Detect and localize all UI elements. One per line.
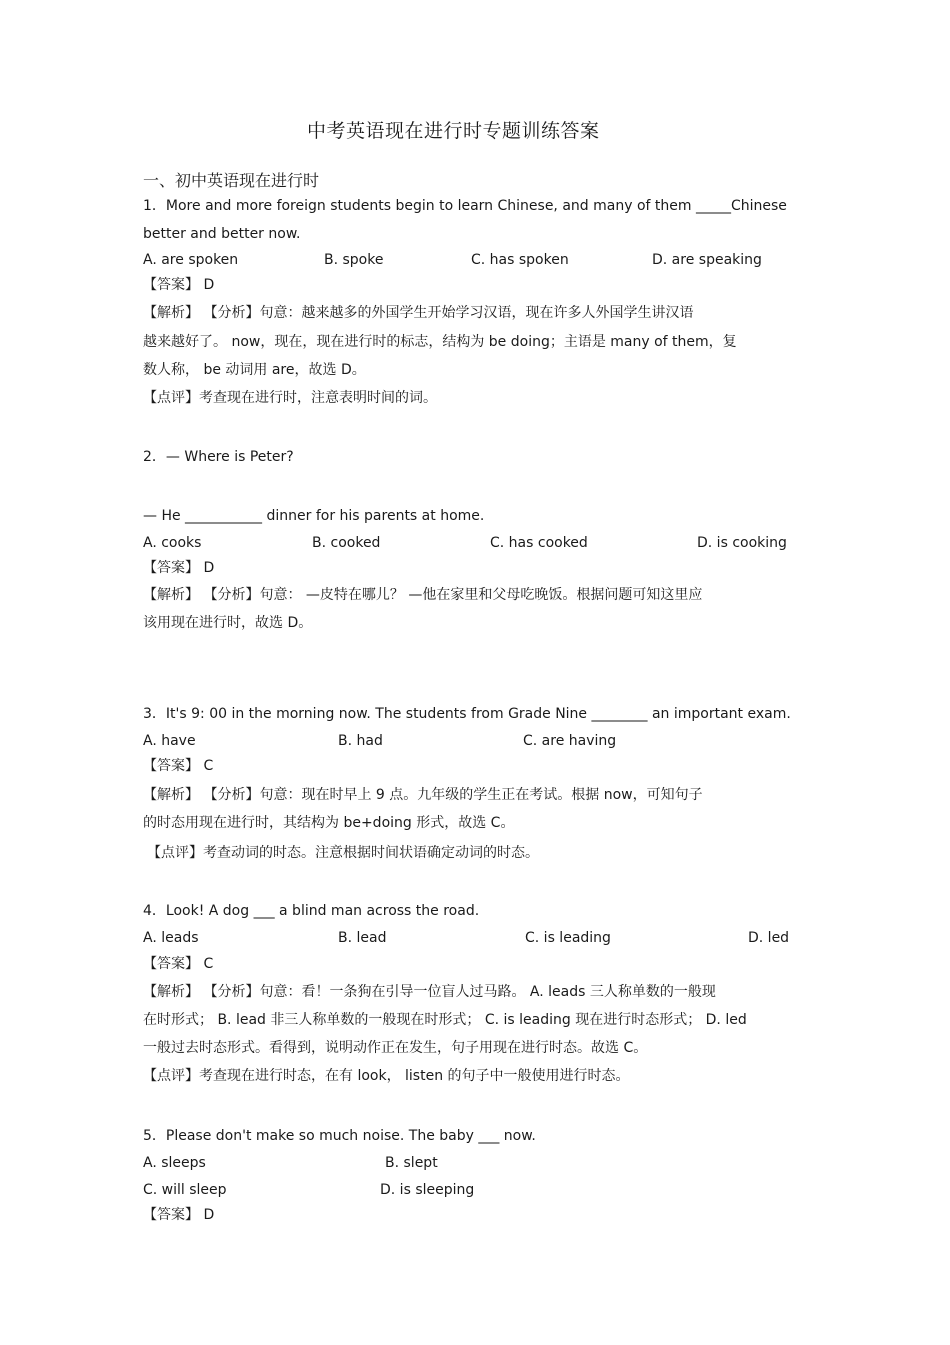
answer: 【答案】 C xyxy=(143,758,214,774)
option-c: C. has cooked xyxy=(490,535,588,551)
answer: 【答案】 D xyxy=(143,560,215,576)
section-heading: 一、初中英语现在进行时 xyxy=(143,171,320,190)
option-b: B. lead xyxy=(338,930,387,946)
comment: 【点评】考查现在进行时，注意表明时间的词。 xyxy=(143,390,437,406)
document-title: 中考英语现在进行时专题训练答案 xyxy=(307,120,600,142)
analysis-line: 【解析】 【分析】句意：越来越多的外国学生开始学习汉语，现在许多人外国学生讲汉语 xyxy=(143,305,694,321)
option-c: C. has spoken xyxy=(471,252,569,268)
analysis-line: 【解析】 【分析】句意： —皮特在哪儿？ —他在家里和父母吃晚饭。根据问题可知这里应 xyxy=(143,587,703,603)
option-a: A. leads xyxy=(143,930,199,946)
option-b: B. spoke xyxy=(324,252,384,268)
comment: 【点评】考查现在进行时态，在有 look， listen 的句子中一般使用进行时态。 xyxy=(143,1068,630,1084)
question-stem: 4．Look! A dog ___ a blind man across the road. xyxy=(143,903,480,919)
answer: 【答案】 D xyxy=(143,1207,215,1223)
option-b: B. had xyxy=(338,733,383,749)
option-a: A. sleeps xyxy=(143,1155,206,1171)
analysis-line: 一般过去时态形式。看得到，说明动作正在发生，句子用现在进行时态。故选 C。 xyxy=(143,1040,648,1056)
option-a: A. have xyxy=(143,733,196,749)
analysis-line: 【解析】 【分析】句意：现在时早上 9 点。九年级的学生正在考试。根据 now，可知句子 xyxy=(143,787,703,803)
option-b: B. cooked xyxy=(312,535,381,551)
comment: 【点评】考查动词的时态。注意根据时间状语确定动词的时态。 xyxy=(147,845,539,861)
option-d: D. led xyxy=(748,930,790,946)
analysis-line: 在时形式； B. lead 非三人称单数的一般现在时形式； C. is leading 现在进行时态形式； D. led xyxy=(143,1012,747,1028)
question-stem: 1．More and more foreign students begin to learn Chinese, and many of them _____Chinese xyxy=(143,198,787,214)
option-b: B. slept xyxy=(385,1155,438,1171)
analysis-line: 【解析】 【分析】句意：看！一条狗在引导一位盲人过马路。 A. leads 三人称单数的一般现 xyxy=(143,984,716,1000)
analysis-line: 的时态用现在进行时，其结构为 be+doing 形式，故选 C。 xyxy=(143,815,515,831)
option-c: C. are having xyxy=(523,733,617,749)
answer: 【答案】 D xyxy=(143,277,215,293)
option-c: C. will sleep xyxy=(143,1182,227,1198)
question-stem: 2．— Where is Peter? xyxy=(143,449,294,465)
option-d: D. is sleeping xyxy=(380,1182,475,1198)
option-a: A. cooks xyxy=(143,535,202,551)
option-c: C. is leading xyxy=(525,930,611,946)
question-stem: 3．It's 9: 00 in the morning now. The students from Grade Nine ________ an important exam. xyxy=(143,706,791,722)
question-stem: 5．Please don't make so much noise. The baby ___ now. xyxy=(143,1128,536,1144)
analysis-line: 该用现在进行时，故选 D。 xyxy=(143,615,313,631)
question-stem-continued: — He ___________ dinner for his parents at home. xyxy=(143,508,485,524)
analysis-line: 越来越好了。 now，现在，现在进行时的标志，结构为 be doing；主语是 many of them，复 xyxy=(143,334,737,350)
answer: 【答案】 C xyxy=(143,956,214,972)
question-stem-continued: better and better now. xyxy=(143,226,301,242)
analysis-line: 数人称， be 动词用 are，故选 D。 xyxy=(143,362,366,378)
option-a: A. are spoken xyxy=(143,252,239,268)
option-d: D. are speaking xyxy=(652,252,762,268)
option-d: D. is cooking xyxy=(697,535,787,551)
